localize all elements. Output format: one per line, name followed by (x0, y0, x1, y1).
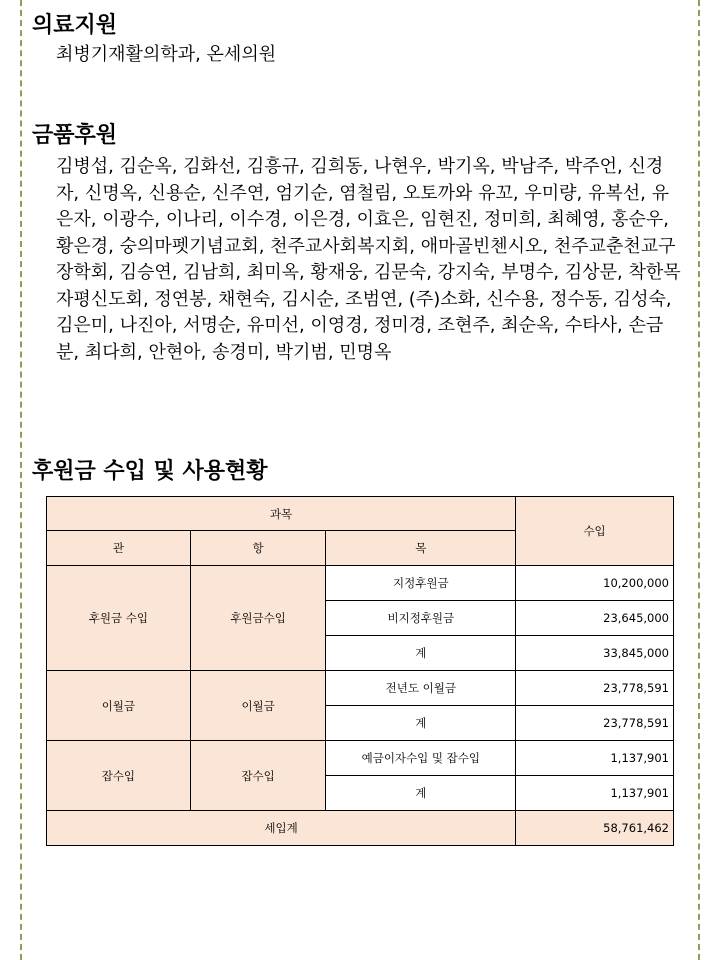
mok-cell: 비지정후원금 (326, 601, 516, 636)
mok-cell: 계 (326, 706, 516, 741)
header-hang: 항 (190, 531, 326, 566)
table-header-row (47, 497, 674, 531)
amount-cell: 1,137,901 (516, 741, 674, 776)
finance-table (46, 496, 674, 846)
mok-cell: 전년도 이월금 (326, 671, 516, 706)
total-amount: 58,761,462 (516, 811, 674, 846)
mok-cell: 계 (326, 636, 516, 671)
medical-support-heading: 의료지원 (32, 13, 118, 38)
mok-cell: 예금이자수입 및 잡수입 (326, 741, 516, 776)
hang-cell: 잡수입 (190, 741, 326, 811)
header-mok: 목 (326, 531, 516, 566)
total-label: 세입계 (47, 811, 516, 846)
donation-heading: 금품후원 (32, 123, 118, 148)
mok-cell: 계 (326, 776, 516, 811)
amount-cell: 23,778,591 (516, 671, 674, 706)
amount-cell: 23,778,591 (516, 706, 674, 741)
table-row (47, 671, 674, 706)
hang-cell: 이월금 (190, 671, 326, 741)
donor-list-text: 김병섭, 김순옥, 김화선, 김흥규, 김희동, 나현우, 박기옥, 박남주, 박주언, 신경자, 신명옥, 신용순, 신주연, 엄기순, 염철림, 오토까와 유꼬, 우미량, 유복선, 유은자, 이광수, 이나리, 이수경, 이은경, 이효은, 임현진, 정미희, 최혜영, 홍순우, 황은경, 숭의마펫기념교회, 천주교사회복지회, 애마골빈첸시오, 천주교춘천교구장학회, 김승연, 김남희, 최미옥, 황재웅, 김문숙, 강지숙, 부명수, 김상문, 착한목자평신도회, 정연봉, 채현숙, 김시순, 조범연, (주)소화, 신수용, 정수동, 김성숙, 김은미, 나진아, 서명순, 유미선, 이영경, 정미경, 조현주, 최순옥, 수타사, 손금분, 최다희, 안현아, 송경미, 박기범, 민명옥 (56, 156, 681, 363)
finance-heading: 후원금 수입 및 사용현황 (32, 459, 268, 484)
medical-support-text: 최병기재활의학과, 온세의원 (56, 44, 277, 65)
mok-cell: 지정후원금 (326, 566, 516, 601)
header-income: 수입 (516, 497, 674, 566)
right-dashed-border (698, 0, 700, 960)
left-dashed-border (20, 0, 22, 960)
header-subject: 과목 (47, 497, 516, 531)
gwan-cell: 잡수입 (47, 741, 191, 811)
header-gwan: 관 (47, 531, 191, 566)
table-row (47, 566, 674, 601)
table-row (47, 741, 674, 776)
total-row (47, 811, 674, 846)
amount-cell: 23,645,000 (516, 601, 674, 636)
gwan-cell: 후원금 수입 (47, 566, 191, 671)
gwan-cell: 이월금 (47, 671, 191, 741)
amount-cell: 33,845,000 (516, 636, 674, 671)
amount-cell: 1,137,901 (516, 776, 674, 811)
amount-cell: 10,200,000 (516, 566, 674, 601)
hang-cell: 후원금수입 (190, 566, 326, 671)
